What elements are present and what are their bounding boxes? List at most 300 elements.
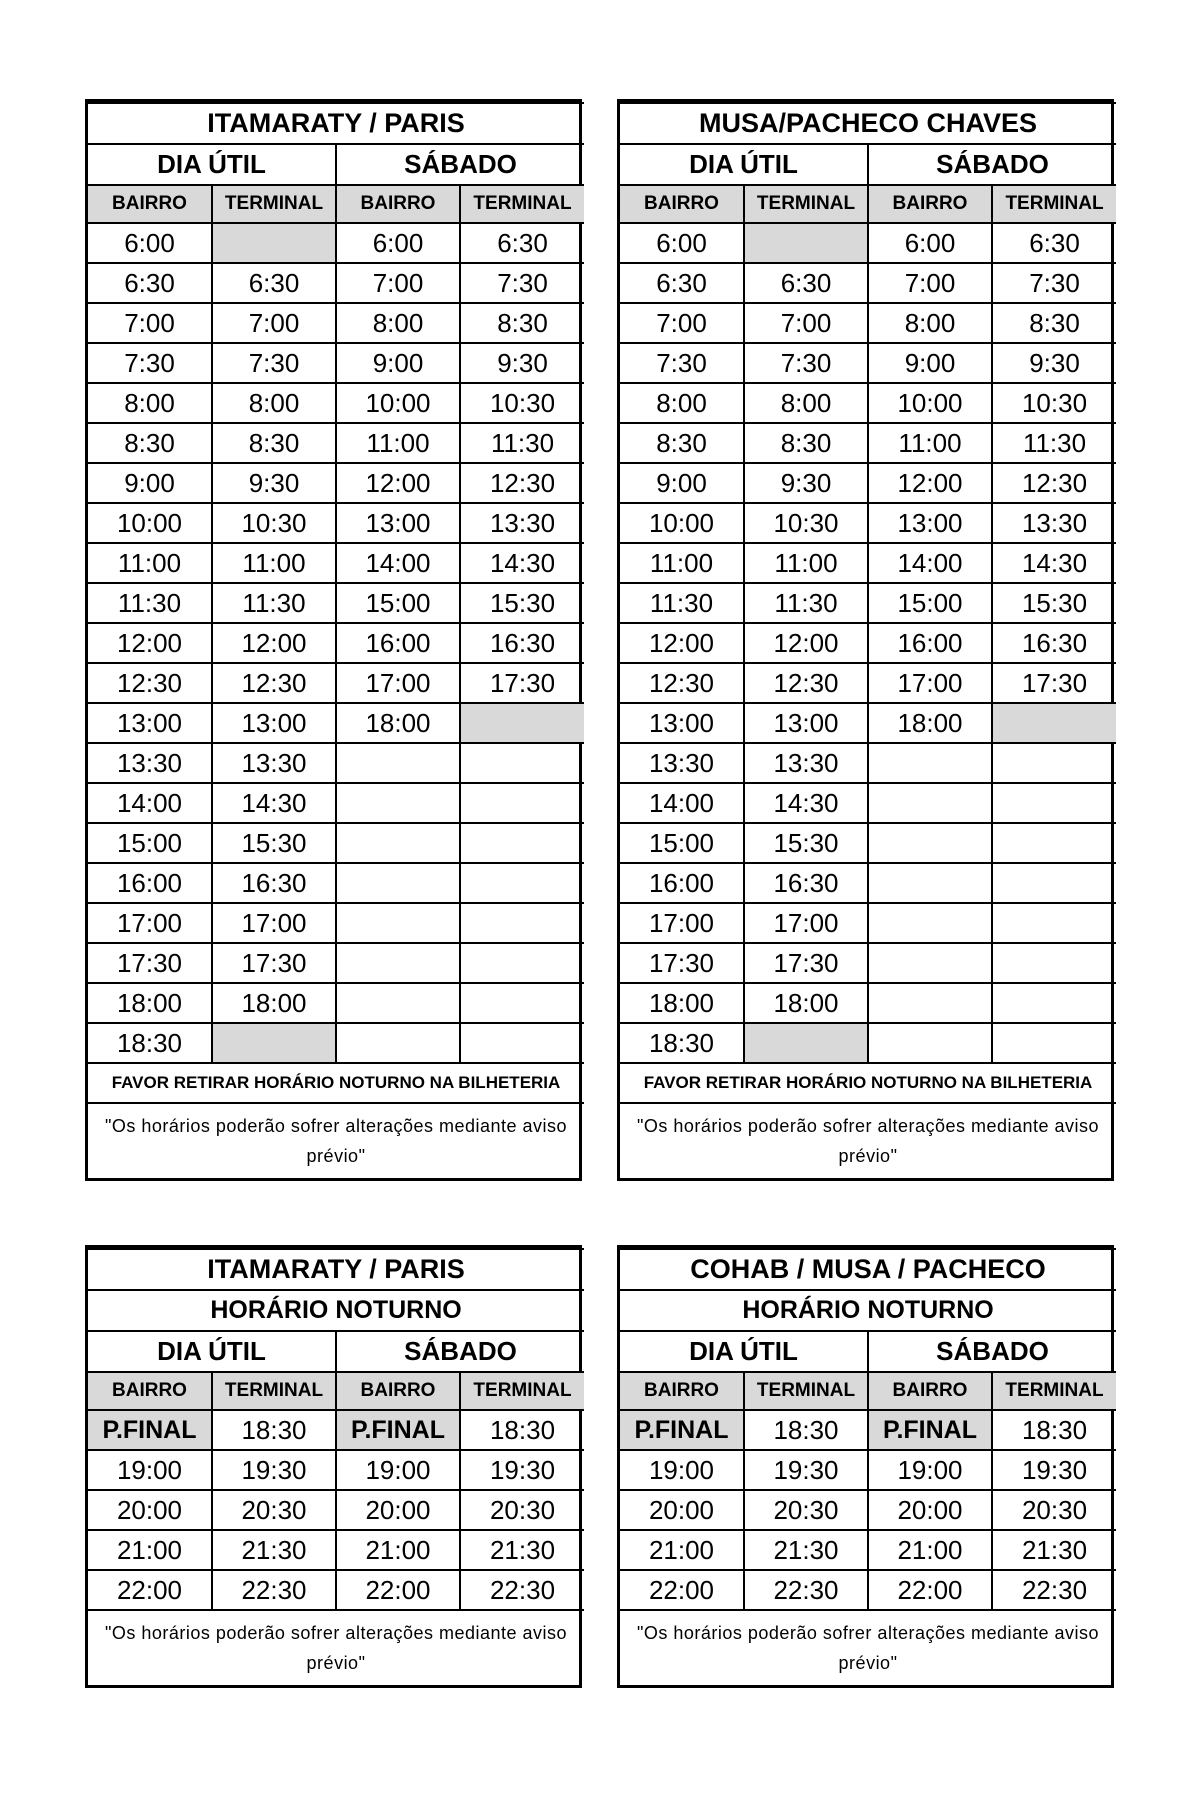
time-cell: 16:00 xyxy=(620,863,744,903)
time-row xyxy=(88,503,584,543)
weekday-label: DIA ÚTIL xyxy=(620,144,868,185)
time-row xyxy=(620,943,1116,983)
time-cell: 12:30 xyxy=(744,663,868,703)
time-row xyxy=(88,383,584,423)
time-cell: 13:00 xyxy=(336,503,460,543)
weekday-label: DIA ÚTIL xyxy=(88,144,336,185)
time-cell: 9:30 xyxy=(212,463,336,503)
time-cell: 12:30 xyxy=(88,663,212,703)
saturday-label: SÁBADO xyxy=(868,1331,1116,1372)
time-cell: 9:00 xyxy=(336,343,460,383)
time-cell: 20:30 xyxy=(744,1490,868,1530)
empty-time-cell xyxy=(868,903,992,943)
time-cell: 22:30 xyxy=(992,1570,1116,1610)
time-cell: 18:00 xyxy=(744,983,868,1023)
time-cell: 19:00 xyxy=(620,1450,744,1490)
day-label-row xyxy=(88,144,584,185)
time-cell: 7:00 xyxy=(88,303,212,343)
time-row xyxy=(88,303,584,343)
time-cell: P.FINAL xyxy=(88,1410,212,1450)
time-cell: 16:00 xyxy=(88,863,212,903)
empty-time-cell xyxy=(992,983,1116,1023)
time-cell: 14:00 xyxy=(620,783,744,823)
time-row xyxy=(620,863,1116,903)
time-cell: 7:00 xyxy=(336,263,460,303)
time-row xyxy=(620,583,1116,623)
time-cell: 18:30 xyxy=(212,1410,336,1450)
column-header-row xyxy=(620,185,1116,223)
time-cell: 8:30 xyxy=(212,423,336,463)
empty-time-cell xyxy=(212,223,336,263)
time-cell: 13:00 xyxy=(88,703,212,743)
empty-time-cell xyxy=(336,943,460,983)
time-row xyxy=(88,983,584,1023)
night-schedule-label: HORÁRIO NOTURNO xyxy=(88,1290,584,1331)
time-cell: 14:00 xyxy=(336,543,460,583)
change-notice: "Os horários poderão sofrer alterações mediante aviso prévio" xyxy=(620,1103,1116,1178)
time-cell: 8:00 xyxy=(620,383,744,423)
time-cell: 9:30 xyxy=(744,463,868,503)
empty-time-cell xyxy=(460,823,584,863)
change-notice: "Os horários poderão sofrer alterações mediante aviso prévio" xyxy=(88,1103,584,1178)
weekday-label: DIA ÚTIL xyxy=(88,1331,336,1372)
time-cell: 13:00 xyxy=(744,703,868,743)
time-cell: 21:00 xyxy=(620,1530,744,1570)
night-label-row xyxy=(620,1290,1116,1331)
schedule-table xyxy=(88,1248,584,1685)
time-cell: 6:30 xyxy=(620,263,744,303)
schedule-title: ITAMARATY / PARIS xyxy=(88,1249,584,1290)
time-cell: 22:00 xyxy=(336,1570,460,1610)
time-cell: 20:30 xyxy=(460,1490,584,1530)
time-cell: 15:00 xyxy=(88,823,212,863)
time-cell: 22:00 xyxy=(868,1570,992,1610)
saturday-label: SÁBADO xyxy=(336,144,584,185)
time-cell: 8:30 xyxy=(992,303,1116,343)
column-header-terminal: TERMINAL xyxy=(212,1372,336,1410)
time-cell: 14:30 xyxy=(992,543,1116,583)
time-cell: 11:00 xyxy=(336,423,460,463)
empty-time-cell xyxy=(336,1023,460,1063)
time-cell: 6:00 xyxy=(336,223,460,263)
column-header-bairro: BAIRRO xyxy=(336,185,460,223)
time-cell: 7:00 xyxy=(212,303,336,343)
time-cell: 10:00 xyxy=(620,503,744,543)
time-cell: 22:30 xyxy=(212,1570,336,1610)
time-cell: 19:00 xyxy=(336,1450,460,1490)
empty-time-cell xyxy=(336,743,460,783)
time-cell: 19:00 xyxy=(868,1450,992,1490)
empty-time-cell xyxy=(336,903,460,943)
time-row xyxy=(88,1023,584,1063)
column-header-terminal: TERMINAL xyxy=(212,185,336,223)
time-cell: 14:30 xyxy=(460,543,584,583)
time-cell: 16:30 xyxy=(212,863,336,903)
time-row xyxy=(620,1570,1116,1610)
day-label-row xyxy=(88,1331,584,1372)
change-notice-row xyxy=(88,1103,584,1178)
time-cell: 12:00 xyxy=(336,463,460,503)
time-cell: 9:30 xyxy=(460,343,584,383)
time-cell: 12:30 xyxy=(460,463,584,503)
time-cell: 7:30 xyxy=(620,343,744,383)
night-pickup-note-row xyxy=(88,1063,584,1103)
time-cell: 18:30 xyxy=(992,1410,1116,1450)
time-cell: 21:00 xyxy=(88,1530,212,1570)
time-cell: 13:30 xyxy=(620,743,744,783)
time-row xyxy=(620,983,1116,1023)
day-label-row xyxy=(620,1331,1116,1372)
time-cell: 18:00 xyxy=(336,703,460,743)
empty-time-cell xyxy=(992,823,1116,863)
time-row xyxy=(620,303,1116,343)
time-cell: 11:00 xyxy=(212,543,336,583)
time-row xyxy=(88,1450,584,1490)
time-cell: 12:00 xyxy=(620,623,744,663)
empty-time-cell xyxy=(336,783,460,823)
title-row xyxy=(88,103,584,144)
saturday-label: SÁBADO xyxy=(868,144,1116,185)
time-row xyxy=(88,743,584,783)
time-cell: 12:00 xyxy=(212,623,336,663)
time-cell: 11:30 xyxy=(620,583,744,623)
schedule-title: COHAB / MUSA / PACHECO xyxy=(620,1249,1116,1290)
weekday-label: DIA ÚTIL xyxy=(620,1331,868,1372)
column-header-terminal: TERMINAL xyxy=(992,1372,1116,1410)
time-row xyxy=(88,783,584,823)
time-cell: 7:00 xyxy=(868,263,992,303)
time-cell: 14:00 xyxy=(88,783,212,823)
time-cell: 6:30 xyxy=(460,223,584,263)
time-row xyxy=(620,263,1116,303)
time-row xyxy=(620,1410,1116,1450)
night-pickup-note-row xyxy=(620,1063,1116,1103)
empty-time-cell xyxy=(460,743,584,783)
column-header-terminal: TERMINAL xyxy=(992,185,1116,223)
empty-time-cell xyxy=(336,983,460,1023)
empty-time-cell xyxy=(460,783,584,823)
time-cell: 21:30 xyxy=(744,1530,868,1570)
time-cell: 10:30 xyxy=(992,383,1116,423)
time-cell: 8:30 xyxy=(620,423,744,463)
empty-time-cell xyxy=(460,983,584,1023)
time-row xyxy=(620,623,1116,663)
empty-time-cell xyxy=(992,743,1116,783)
time-cell: 12:30 xyxy=(212,663,336,703)
time-cell: 16:00 xyxy=(336,623,460,663)
empty-time-cell xyxy=(460,703,584,743)
schedule-day-itamaraty-paris xyxy=(85,99,582,1181)
time-cell: 21:00 xyxy=(336,1530,460,1570)
column-header-terminal: TERMINAL xyxy=(744,185,868,223)
empty-time-cell xyxy=(336,863,460,903)
time-cell: 17:00 xyxy=(212,903,336,943)
empty-time-cell xyxy=(992,903,1116,943)
time-cell: 16:30 xyxy=(744,863,868,903)
time-cell: 19:30 xyxy=(992,1450,1116,1490)
time-cell: 11:00 xyxy=(620,543,744,583)
time-row xyxy=(88,1570,584,1610)
empty-time-cell xyxy=(460,1023,584,1063)
empty-time-cell xyxy=(992,783,1116,823)
empty-time-cell xyxy=(992,863,1116,903)
column-header-bairro: BAIRRO xyxy=(868,185,992,223)
time-cell: 9:00 xyxy=(620,463,744,503)
time-cell: 17:30 xyxy=(88,943,212,983)
empty-time-cell xyxy=(992,703,1116,743)
time-cell: 8:00 xyxy=(868,303,992,343)
time-row xyxy=(620,783,1116,823)
time-row xyxy=(620,463,1116,503)
empty-time-cell xyxy=(460,943,584,983)
column-header-bairro: BAIRRO xyxy=(620,185,744,223)
time-cell: 8:30 xyxy=(88,423,212,463)
time-cell: 18:00 xyxy=(620,983,744,1023)
empty-time-cell xyxy=(868,823,992,863)
time-cell: 18:00 xyxy=(212,983,336,1023)
time-cell: 6:30 xyxy=(212,263,336,303)
time-cell: 21:00 xyxy=(868,1530,992,1570)
time-row xyxy=(88,343,584,383)
time-cell: 18:00 xyxy=(88,983,212,1023)
time-cell: 22:30 xyxy=(460,1570,584,1610)
time-cell: 17:30 xyxy=(992,663,1116,703)
saturday-label: SÁBADO xyxy=(336,1331,584,1372)
time-cell: 21:30 xyxy=(212,1530,336,1570)
time-row xyxy=(620,423,1116,463)
time-row xyxy=(88,703,584,743)
time-row xyxy=(88,623,584,663)
change-notice: "Os horários poderão sofrer alterações mediante aviso prévio" xyxy=(620,1610,1116,1685)
time-cell: 18:00 xyxy=(868,703,992,743)
time-row xyxy=(620,343,1116,383)
time-cell: 7:00 xyxy=(744,303,868,343)
time-cell: 21:30 xyxy=(460,1530,584,1570)
time-cell: P.FINAL xyxy=(620,1410,744,1450)
time-row xyxy=(88,1530,584,1570)
time-row xyxy=(88,663,584,703)
time-row xyxy=(88,423,584,463)
time-cell: 20:30 xyxy=(212,1490,336,1530)
schedule-title: MUSA/PACHECO CHAVES xyxy=(620,103,1116,144)
time-cell: P.FINAL xyxy=(868,1410,992,1450)
night-schedule-label: HORÁRIO NOTURNO xyxy=(620,1290,1116,1331)
empty-time-cell xyxy=(460,903,584,943)
empty-time-cell xyxy=(868,943,992,983)
time-cell: 10:00 xyxy=(868,383,992,423)
time-cell: 22:00 xyxy=(620,1570,744,1610)
time-row xyxy=(88,1490,584,1530)
change-notice-row xyxy=(620,1103,1116,1178)
time-row xyxy=(88,823,584,863)
time-cell: 8:30 xyxy=(744,423,868,463)
time-cell: 17:00 xyxy=(868,663,992,703)
time-cell: 12:00 xyxy=(88,623,212,663)
time-row xyxy=(620,1023,1116,1063)
time-cell: 17:00 xyxy=(336,663,460,703)
column-header-bairro: BAIRRO xyxy=(88,1372,212,1410)
time-cell: P.FINAL xyxy=(336,1410,460,1450)
night-label-row xyxy=(88,1290,584,1331)
title-row xyxy=(620,1249,1116,1290)
column-header-row xyxy=(620,1372,1116,1410)
time-cell: 15:30 xyxy=(992,583,1116,623)
time-row xyxy=(620,1450,1116,1490)
time-cell: 17:30 xyxy=(460,663,584,703)
empty-time-cell xyxy=(868,783,992,823)
time-cell: 7:30 xyxy=(992,263,1116,303)
empty-time-cell xyxy=(868,863,992,903)
time-cell: 17:30 xyxy=(744,943,868,983)
time-row xyxy=(88,943,584,983)
time-cell: 13:30 xyxy=(212,743,336,783)
time-cell: 20:00 xyxy=(620,1490,744,1530)
time-cell: 15:00 xyxy=(868,583,992,623)
time-cell: 8:00 xyxy=(744,383,868,423)
time-cell: 18:30 xyxy=(744,1410,868,1450)
schedule-table xyxy=(88,102,584,1178)
schedule-table xyxy=(620,102,1116,1178)
time-cell: 6:00 xyxy=(868,223,992,263)
column-header-terminal: TERMINAL xyxy=(460,185,584,223)
time-cell: 8:00 xyxy=(336,303,460,343)
time-cell: 14:00 xyxy=(868,543,992,583)
time-row xyxy=(88,463,584,503)
time-cell: 10:30 xyxy=(744,503,868,543)
time-row xyxy=(620,663,1116,703)
time-cell: 13:00 xyxy=(868,503,992,543)
schedule-title: ITAMARATY / PARIS xyxy=(88,103,584,144)
time-row xyxy=(620,1490,1116,1530)
change-notice: "Os horários poderão sofrer alterações mediante aviso prévio" xyxy=(88,1610,584,1685)
column-header-bairro: BAIRRO xyxy=(88,185,212,223)
time-cell: 6:30 xyxy=(992,223,1116,263)
night-pickup-note: FAVOR RETIRAR HORÁRIO NOTURNO NA BILHETERIA xyxy=(88,1063,584,1103)
time-cell: 18:30 xyxy=(460,1410,584,1450)
time-cell: 22:00 xyxy=(88,1570,212,1610)
time-row xyxy=(88,583,584,623)
time-row xyxy=(88,223,584,263)
time-row xyxy=(620,223,1116,263)
time-cell: 14:30 xyxy=(744,783,868,823)
column-header-terminal: TERMINAL xyxy=(744,1372,868,1410)
time-cell: 12:30 xyxy=(992,463,1116,503)
time-cell: 11:30 xyxy=(460,423,584,463)
empty-time-cell xyxy=(336,823,460,863)
time-cell: 16:30 xyxy=(460,623,584,663)
time-cell: 12:30 xyxy=(620,663,744,703)
schedule-day-musa-pacheco-chaves xyxy=(617,99,1114,1181)
empty-time-cell xyxy=(460,863,584,903)
time-row xyxy=(88,543,584,583)
column-header-row xyxy=(88,1372,584,1410)
time-row xyxy=(620,503,1116,543)
time-cell: 11:00 xyxy=(744,543,868,583)
time-cell: 13:00 xyxy=(212,703,336,743)
time-row xyxy=(88,863,584,903)
time-cell: 7:30 xyxy=(460,263,584,303)
time-row xyxy=(620,1530,1116,1570)
time-row xyxy=(620,743,1116,783)
column-header-row xyxy=(88,185,584,223)
empty-time-cell xyxy=(868,1023,992,1063)
time-cell: 6:00 xyxy=(620,223,744,263)
night-pickup-note: FAVOR RETIRAR HORÁRIO NOTURNO NA BILHETERIA xyxy=(620,1063,1116,1103)
time-cell: 13:30 xyxy=(460,503,584,543)
time-cell: 11:30 xyxy=(992,423,1116,463)
schedule-night-itamaraty-paris xyxy=(85,1245,582,1688)
time-cell: 15:00 xyxy=(336,583,460,623)
time-cell: 19:30 xyxy=(744,1450,868,1490)
time-cell: 17:00 xyxy=(88,903,212,943)
time-cell: 16:00 xyxy=(868,623,992,663)
time-cell: 6:30 xyxy=(744,263,868,303)
time-row xyxy=(620,823,1116,863)
time-cell: 11:00 xyxy=(868,423,992,463)
empty-time-cell xyxy=(992,1023,1116,1063)
time-cell: 20:00 xyxy=(88,1490,212,1530)
time-cell: 11:30 xyxy=(212,583,336,623)
time-cell: 15:00 xyxy=(620,823,744,863)
time-cell: 7:00 xyxy=(620,303,744,343)
time-cell: 9:00 xyxy=(88,463,212,503)
empty-time-cell xyxy=(212,1023,336,1063)
time-cell: 17:30 xyxy=(620,943,744,983)
time-cell: 8:00 xyxy=(88,383,212,423)
time-cell: 18:30 xyxy=(88,1023,212,1063)
time-row xyxy=(620,703,1116,743)
time-cell: 13:30 xyxy=(744,743,868,783)
time-cell: 12:00 xyxy=(744,623,868,663)
time-row xyxy=(88,263,584,303)
time-cell: 19:30 xyxy=(212,1450,336,1490)
time-cell: 18:30 xyxy=(620,1023,744,1063)
empty-time-cell xyxy=(744,1023,868,1063)
column-header-bairro: BAIRRO xyxy=(620,1372,744,1410)
schedule-table xyxy=(620,1248,1116,1685)
schedule-night-cohab-musa-pacheco xyxy=(617,1245,1114,1688)
time-cell: 13:30 xyxy=(88,743,212,783)
time-cell: 13:00 xyxy=(620,703,744,743)
time-cell: 17:30 xyxy=(212,943,336,983)
column-header-terminal: TERMINAL xyxy=(460,1372,584,1410)
time-row xyxy=(88,903,584,943)
time-cell: 7:30 xyxy=(744,343,868,383)
empty-time-cell xyxy=(868,743,992,783)
time-cell: 10:00 xyxy=(336,383,460,423)
time-cell: 11:30 xyxy=(88,583,212,623)
time-cell: 9:30 xyxy=(992,343,1116,383)
time-cell: 15:30 xyxy=(460,583,584,623)
time-cell: 7:30 xyxy=(88,343,212,383)
time-cell: 8:30 xyxy=(460,303,584,343)
time-cell: 19:00 xyxy=(88,1450,212,1490)
time-cell: 7:30 xyxy=(212,343,336,383)
time-cell: 10:00 xyxy=(88,503,212,543)
empty-time-cell xyxy=(744,223,868,263)
change-notice-row xyxy=(620,1610,1116,1685)
column-header-bairro: BAIRRO xyxy=(336,1372,460,1410)
time-row xyxy=(620,383,1116,423)
time-cell: 13:30 xyxy=(992,503,1116,543)
time-cell: 10:30 xyxy=(460,383,584,423)
time-cell: 16:30 xyxy=(992,623,1116,663)
time-cell: 19:30 xyxy=(460,1450,584,1490)
day-label-row xyxy=(620,144,1116,185)
time-cell: 9:00 xyxy=(868,343,992,383)
time-row xyxy=(620,543,1116,583)
time-cell: 20:00 xyxy=(868,1490,992,1530)
